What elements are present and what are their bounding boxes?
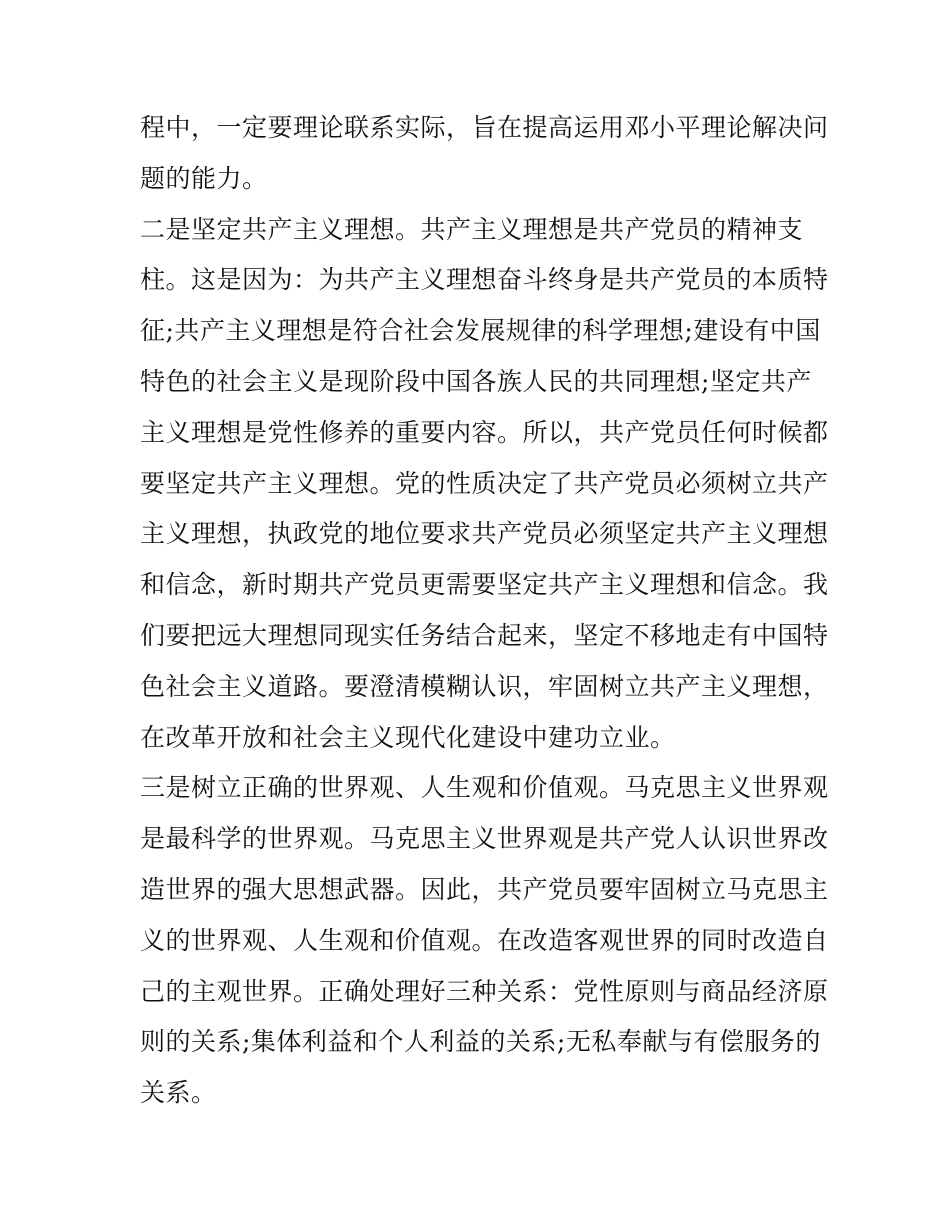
text-line: 们要把远大理想同现实任务结合起来，坚定不移地走有中国特 [140, 620, 829, 650]
text-line: 要坚定共产主义理想。党的性质决定了共产党员必须树立共产 [140, 468, 829, 498]
text-line: 程中，一定要理论联系实际，旨在提高运用邓小平理论解决问 [140, 113, 829, 142]
text-line: 二是坚定共产主义理想。共产主义理想是共产党员的精神支 [140, 214, 804, 244]
text-line: 则的关系;集体利益和个人利益的关系;无私奉献与有偿服务的 [140, 1027, 821, 1057]
text-line: 特色的社会主义是现阶段中国各族人民的共同理想;坚定共产 [140, 366, 812, 396]
text-line: 是最科学的世界观。马克思主义世界观是共产党人认识世界改 [140, 824, 829, 854]
text-line: 柱。这是因为：为共产主义理想奋斗终身是共产党员的本质特 [140, 265, 829, 295]
text-line: 色社会主义道路。要澄清模糊认识，牢固树立共产主义理想， [140, 671, 829, 701]
text-line: 主义理想，执政党的地位要求共产党员必须坚定共产主义理想 [140, 519, 829, 549]
text-line: 造世界的强大思想武器。因此，共产党员要牢固树立马克思主 [140, 874, 829, 904]
text-line: 题的能力。 [140, 163, 268, 193]
text-line: 关系。 [140, 1078, 217, 1108]
text-line: 义的世界观、人生观和价值观。在改造客观世界的同时改造自 [140, 925, 829, 955]
document-body-text [140, 103, 829, 1119]
text-line: 主义理想是党性修养的重要内容。所以，共产党员任何时候都 [140, 417, 829, 447]
text-line: 和信念，新时期共产党员更需要坚定共产主义理想和信念。我 [140, 570, 829, 600]
text-line: 征;共产主义理想是符合社会发展规律的科学理想;建设有中国 [140, 316, 821, 346]
text-line: 己的主观世界。正确处理好三种关系：党性原则与商品经济原 [140, 976, 829, 1006]
text-line: 三是树立正确的世界观、人生观和价值观。马克思主义世界观 [140, 773, 829, 803]
text-line: 在改革开放和社会主义现代化建设中建功立业。 [140, 722, 676, 752]
